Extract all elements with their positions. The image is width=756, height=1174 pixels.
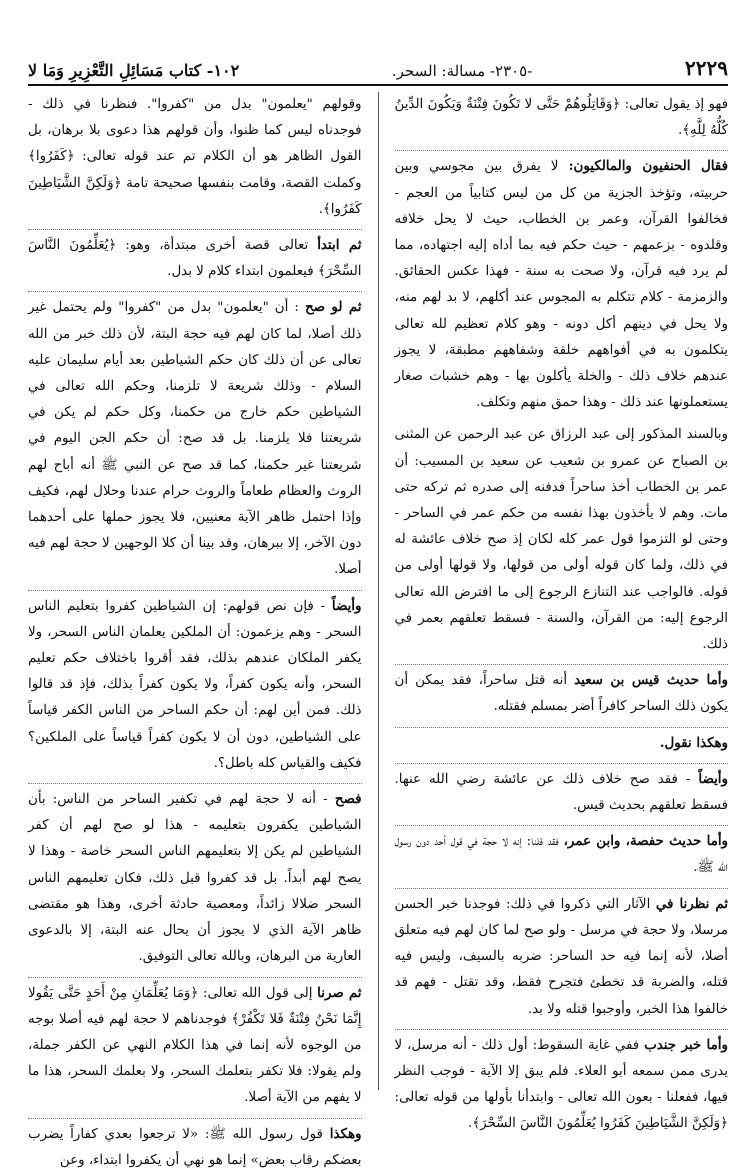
section-title: -٢٣٠٥- مسالة: السحر.: [391, 62, 533, 80]
paragraph: [28, 291, 362, 583]
paragraph-lead: ثم ابتدأ: [317, 237, 362, 254]
paragraph-text: الآثار التي ذكروا في ذلك: فوجدنا خبر الحسن مرسلا، ولا حجة في مرسل - ولو صح لما كان لهم فيه متعلق أصلا، لأنه إنما فيه حد الساحر: ضربه بالسيف، وليس فيه قتله، والضربة قد تخطئ فتجرح فقط، وقد تقتل - فهم قد خالفوا هذا الخبر، وأوجبوا قتله ولا بد.: [394, 896, 728, 1017]
paragraph: [28, 977, 362, 1112]
paragraph-lead: وهكذا: [329, 1125, 362, 1142]
paragraph-lead: ثم لو صح: [304, 299, 362, 316]
paragraph-text: فهو إذ يقول تعالى: ﴿وَقَاتِلُوهُمْ حَتَّى لا تَكُونَ فِتْنَةٌ وَيَكُونَ الدِّينُ كُلُّهُ لِلَّهِ﴾.: [394, 97, 728, 139]
paragraph: [395, 727, 729, 757]
paragraph-lead: وأيضاً: [331, 597, 362, 614]
paragraph: [395, 825, 729, 881]
paragraph-lead: فصح: [334, 791, 362, 808]
paragraph-text: قول رسول الله ﷺ: «لا ترجعوا بعدي كفاراً يضرب بعضكم رقاب بعض» إنما هو نهي أن يكفروا ابتداء، وعن: [28, 1126, 362, 1168]
paragraph: [28, 1118, 362, 1174]
paragraph-lead: وأما حديث حفصة، وابن عمر،: [563, 833, 729, 850]
paragraph-text: : أن "يعلمون" بدل من "كفروا" ولم يحتمل غير ذلك أصلا، لما كان لهم فيه حجة البتة، لأن ذلك خبر من الله تعالى عن أن ذلك كان حكم الشياطين بعد أيام سليمان عليه السلام - وذلك شريعة لا تلزمنا، وحكم الله تعالى في الشياطين حكم خارج من حكمنا، وكل حكم لم يكن في شريعتنا فلا يلزمنا. بل قد صح: أن حكم الجن اليوم في شريعتنا غير حكمنا، كما قد صح عن النبي ﷺ أنه أباح لهم الروث والعظام طعاماً والروث حرام عندنا وحلال لهم، فكيف وإذا احتمل ظاهر الآية معنيين، فلا يجوز حملها على أحدهما دون الآخر، إلا ببرهان، وقد بينا أن كلا الوجهين لا حجة لهم فيه أصلا.: [28, 300, 362, 578]
paragraph-lead: فقال الحنفيون والمالكيون:: [568, 158, 728, 175]
paragraph-text: تعالى قصة أخرى مبتدأة، وهو: ﴿يُعَلِّمُونَ النَّاسَ السِّحْرَ﴾ فيعلمون ابتداء كلام لا بدل.: [28, 238, 362, 280]
paragraph-text: وقولهم "يعلمون" بدل من "كفروا". فنظرنا في ذلك - فوجدناه ليس كما ظنوا، وأن قولهم هذا دعوى بلا برهان، بل القول الظاهر هو أن الكلام تم عند قوله تعالى: ﴿كَفَرُوا﴾ وكملت القصة، وقامت بنفسها صحيحة تامة ﴿وَلَكِنَّ الشَّيَاطِينَ كَفَرُوا﴾.: [28, 97, 362, 217]
paragraph-lead: وأما حديث قيس بن سعيد: [574, 672, 728, 689]
paragraph-text: - أنه لا حجة لهم في تكفير الساحر من الناس: بأن الشياطين يكفرون بتعليمه - هذا لو صح لهم أن كفر الشياطين لم يكن إلا بتعليمهم الناس السحر خاصة - وهذا لا يصح لهم أبداً. بل قد كفروا قبل ذلك، فكان تعليمهم الناس السحر ضلالا زائداً، ومعصية حادثة أخرى، وهذا هو مقتضى ظاهر الآية الذي لا يجوز أن يحال عنه البتة، إلا بالدعوى العارية من البرهان، وبالله تعالى التوفيق.: [28, 792, 362, 965]
paragraph: [395, 763, 729, 819]
paragraph-text: فقد قلنا: إنه لا حجة في قول أحد دون رسول الله ﷺ.: [394, 834, 728, 876]
paragraph-lead: ثم صرنا: [317, 984, 362, 1001]
paragraph: [395, 1029, 729, 1138]
paragraph: [395, 664, 729, 720]
column-divider: [378, 92, 379, 1090]
left-column: [28, 92, 362, 1168]
paragraph: [28, 229, 362, 285]
paragraph: [395, 150, 729, 416]
paragraph: [28, 783, 362, 970]
paragraph-text: - فقد صح خلاف ذلك عن عائشة رضي الله عنها. فسقط تعلقهم بحديث قيس.: [394, 771, 728, 814]
paragraph-text: ففي غاية السقوط: أول ذلك - أنه مرسل، لا يدرى ممن سمعه أبو العلاء. فلم يبق إلا الآية - فوجب النظر فيها، ففعلنا - بعون الله تعالى - وابتدأنا بأولها من قوله تعالى: ﴿وَلَكِنَّ الشَّيَاطِينَ كَفَرُوا يُعَلِّمُونَ النَّاسَ السِّحْرَ﴾.: [394, 1037, 728, 1132]
paragraph: [395, 92, 729, 144]
page-header: [28, 52, 728, 86]
paragraph-lead: وهكذا نقول.: [659, 734, 728, 751]
book-title: ١٠٢- كتاب مَسَائِلِ التَّعْزِيرِ وَمَا لا: [28, 61, 240, 80]
paragraph-text: وبالسند المذكور إلى عبد الرزاق عن عبد الرحمن عن المثنى بن الصباح عن عمرو بن شعيب عن سعيد بن المسيب: أن عمر بن الخطاب أخذ ساحراً فدفنه إلى صدره ثم تركه حتى مات. وهم لا يأخذون بهذا نفسه من حكم عمر في الساحر - وحتى لو التزموا قول عمر كله لكان إذ صح خلاف عائشة له في ذلك، ولما كان قوله أولى من قولها، ولا قولها أولى من قوله. فالواجب عند التنازع الرجوع إلى ما افترض الله تعالى الرجوع إليه: من القرآن، والسنة - فسقط تعلقهم بعمر في ذلك.: [394, 427, 728, 653]
paragraph-lead: وأما خبر جندب: [644, 1036, 728, 1053]
page-number: ٢٢٢٩: [685, 56, 728, 80]
text-columns: [28, 92, 729, 1168]
paragraph: [28, 92, 362, 223]
paragraph-text: - فإن نص قولهم: إن الشياطين كفروا بتعليم الناس السحر - وهم يزعمون: أن الملكين يعلمان الناس السحر، ولا يكفر الملكان عندهم بذلك، فقد أقروا باختلاف حكم تعليم السحر، وأنه يكون كفراً، ولا يكون كفراً بذلك، فإذ قد قالوا ذلك. فمن أين لهم: أن حكم الساحر من الناس الكفر قياساً على الشياطين، دون أن لا يكون كفراً قياساً على الملكين؟ فكيف والقياس كله باطل؟.: [28, 598, 362, 771]
paragraph-text: لا يفرق بين مجوسي وبين حربيته، وتؤخذ الجزية من كل من ليس كتابياً من العجم - فخالفوا القرآن، وعمر بن الخطاب، حيث لا يحل خلافه وقلدوه - بزعمهم - حيث حكم فيه بما أداه إليه اجتهاده، مما لم يرد فيه قرآن، ولا صحت به سنة - فهذا عكس الحقائق. والزمزمة - كلام تتكلم به المجوس عند أكلهم، لا بد لهم منه، ولا يحل في دينهم أكل دونه - وهو كلام تعظيم لله تعالى يتكلمون به في أفواههم خلقة وشفاههم مطبقة، لا يجوز عندهم خلاف ذلك - والخلة يأكلون بها - وهم خشبات صغار يستعملونها عند ذلك - وهذا حمق منهم وتكلف.: [394, 159, 728, 411]
paragraph-text: أنه قتل ساحراً، فقد يمكن أن يكون ذلك الساحر كافراً أضر بمسلم فقتله.: [394, 673, 728, 715]
paragraph-text: إلى قول الله تعالى: ﴿وَمَا يُعَلِّمَانِ مِنْ أَحَدٍ حَتَّى يَقُولا إِنَّمَا نَحْنُ فِتْنَةٌ فَلا تَكْفُرْ﴾ فوجدناهم لا حجة لهم فيه أصلا بوجه من الوجوه لأنه إنما في هذا الكلام النهي عن الكفر جملة، ولم يقولا: فلا تكفر بتعلمك السحر، ولا بعلمك السحر، هذا ما لا يفهم من الآية أصلا.: [28, 985, 362, 1106]
paragraph: [395, 888, 729, 1023]
paragraph: [28, 590, 362, 777]
paragraph-lead: ثم نظرنا في: [655, 895, 728, 912]
paragraph-lead: وأيضاً: [698, 770, 728, 787]
paragraph: [395, 422, 729, 658]
right-column: [394, 92, 729, 1132]
